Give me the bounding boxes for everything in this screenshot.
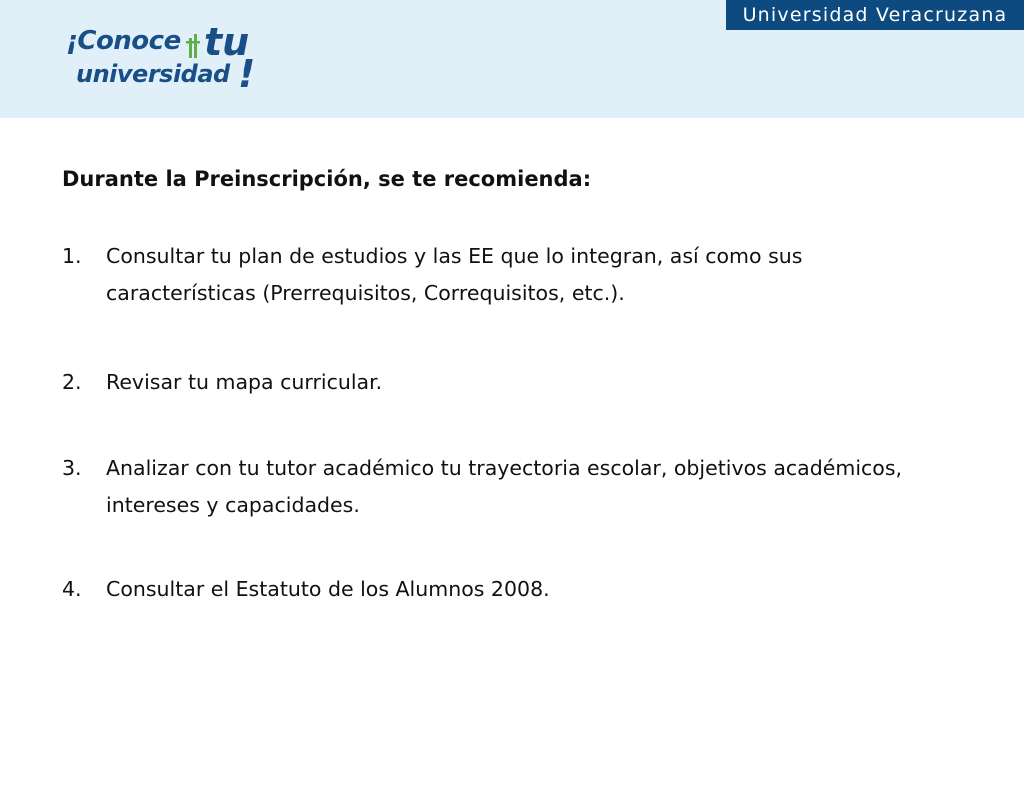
list-item-number: 4. [62,577,82,601]
list-item-text: Consultar el Estatuto de los Alumnos 2008. [106,577,550,601]
slide-heading: Durante la Preinscripción, se te recomienda: [62,167,592,191]
list-item-text: Analizar con tu tutor académico tu trayectoria escolar, objetivos académicos, intereses y capacidades. [106,456,903,517]
logo-text-conoce: ¡Conoce [66,26,181,56]
institution-name-bar [726,0,1024,30]
slide-content [62,158,962,601]
logo-text-exclamation: ! [238,52,256,96]
logo-text-tu: tu [204,20,250,64]
conoce-tu-universidad-logo [66,22,266,94]
list-item-number: 1. [62,244,82,268]
institution-name: Universidad Veracruzana [742,4,1008,26]
logo-text-universidad: universidad [76,60,230,88]
list-item-number: 2. [62,370,82,394]
list-item-text: Consultar tu plan de estudios y las EE que lo integran, así como sus características (Prerrequisitos, Correquisitos, etc.). [106,244,803,305]
logo-tu-mark-icon [186,32,200,58]
list-item-number: 3. [62,456,82,480]
list-item-text: Revisar tu mapa curricular. [106,370,383,394]
